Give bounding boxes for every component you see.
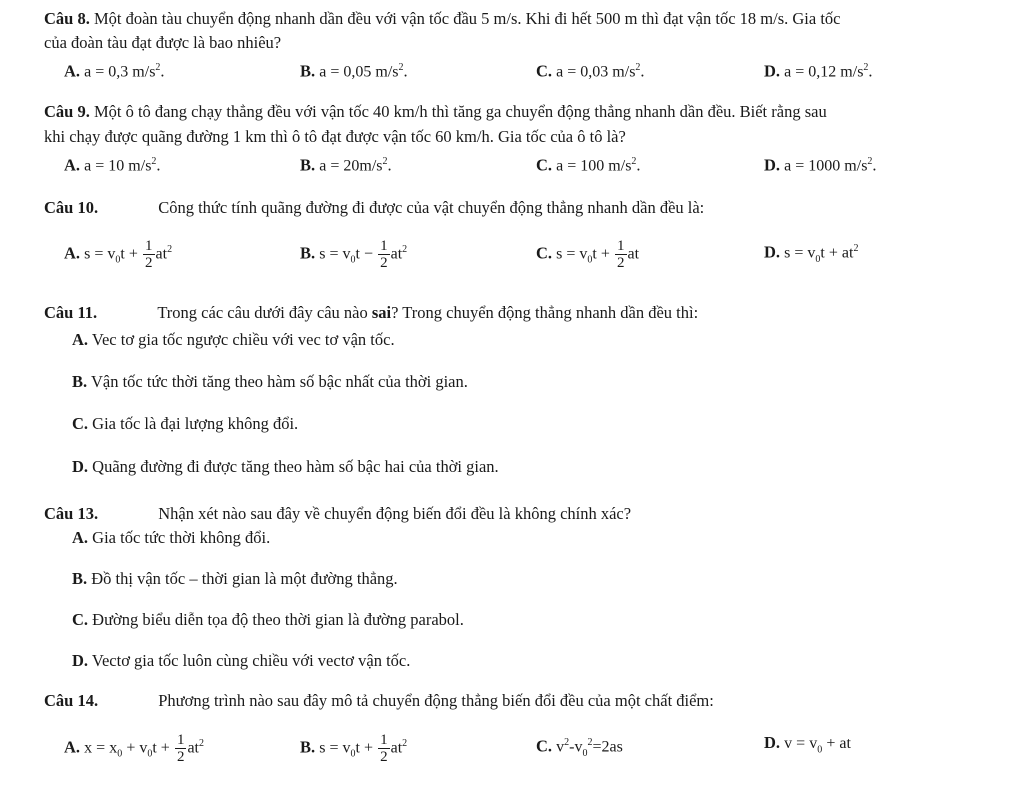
- q13-option-d[interactable]: [72, 650, 410, 672]
- q10-option-b[interactable]: [300, 238, 407, 272]
- q10-option-a[interactable]: [64, 238, 172, 272]
- formula-part: t +: [355, 739, 373, 757]
- q9-option-d[interactable]: [764, 151, 877, 178]
- denominator: 2: [617, 255, 625, 271]
- option-label: A.: [72, 330, 89, 349]
- option-text: a = 20m/s: [319, 157, 383, 175]
- question-9-line-1: [44, 101, 1004, 123]
- option-text: a = 0,12 m/s: [784, 63, 864, 81]
- question-13-line: [44, 503, 1004, 525]
- period: .: [387, 155, 392, 175]
- exponent: 2: [199, 737, 204, 749]
- question-emphasis: sai: [371, 303, 392, 322]
- formula-part: at: [390, 245, 403, 263]
- subscript: 0: [117, 748, 123, 760]
- option-label: A.: [64, 61, 81, 81]
- option-text: Vec tơ gia tốc ngược chiều với vec tơ vận tốc.: [91, 330, 395, 349]
- q9-option-c[interactable]: [536, 151, 641, 178]
- option-text: Gia tốc tức thời không đổi.: [92, 528, 271, 547]
- option-text: Vận tốc tức thời tăng theo hàm số bậc nhất của thời gian.: [90, 372, 468, 391]
- denominator: 2: [380, 255, 388, 271]
- fraction: [378, 238, 390, 271]
- option-label: B.: [300, 243, 316, 263]
- subscript: 0: [147, 748, 153, 760]
- fraction: [175, 732, 187, 765]
- formula-part: + at: [826, 735, 851, 752]
- question-11-line: [44, 302, 1004, 324]
- option-label: B.: [300, 155, 316, 175]
- formula-part: at: [627, 245, 640, 263]
- q14-option-b[interactable]: [300, 732, 407, 766]
- option-label: A.: [64, 243, 81, 263]
- q8-option-a[interactable]: [64, 57, 165, 84]
- formula-part: s = v: [556, 245, 588, 263]
- option-label: C.: [536, 736, 553, 756]
- formula-part: s = v: [319, 739, 351, 757]
- option-label: A.: [64, 737, 81, 757]
- exponent: 2: [155, 62, 161, 73]
- exponent: 2: [631, 156, 637, 167]
- numerator: 1: [176, 732, 185, 748]
- option-label: B.: [72, 372, 88, 391]
- exponent: 2: [382, 156, 388, 167]
- exponent: 2: [635, 62, 641, 73]
- option-label: A.: [72, 528, 89, 547]
- q10-option-c[interactable]: [536, 238, 639, 272]
- formula-part: =2as: [592, 738, 623, 756]
- option-label: C.: [536, 243, 553, 263]
- q11-option-b[interactable]: [72, 371, 468, 393]
- formula-part: s = v: [84, 245, 116, 263]
- option-label: C.: [72, 414, 89, 433]
- formula-part: at: [187, 739, 199, 757]
- denominator: 2: [380, 749, 388, 765]
- fraction: [378, 732, 390, 765]
- formula-part: s = v: [784, 244, 816, 262]
- q11-option-c[interactable]: [72, 413, 298, 435]
- fraction: [615, 238, 627, 271]
- period: .: [403, 61, 408, 81]
- option-label: D.: [72, 651, 89, 670]
- formula-part: t +: [120, 245, 138, 263]
- option-text: Vectơ gia tốc luôn cùng chiều với vectơ vận tốc.: [91, 651, 411, 670]
- question-14-line: [44, 690, 1004, 712]
- exponent: 2: [151, 156, 157, 167]
- option-label: D.: [72, 457, 89, 476]
- option-text: a = 10 m/s: [84, 157, 152, 175]
- q8-option-b[interactable]: [300, 57, 408, 84]
- exponent: 2: [853, 243, 859, 254]
- exponent: 2: [564, 737, 570, 748]
- exponent: 2: [587, 737, 593, 748]
- period: .: [640, 61, 645, 81]
- question-text: Một ô tô đang chạy thẳng đều với vận tốc 40 km/h thì tăng ga chuyển động thẳng nhanh dần đều. Biết rằng sau: [93, 102, 827, 121]
- question-text: khi chạy được quãng đường 1 km thì ô tô đạt được vận tốc 60 km/h. Gia tốc của ô tô là?: [44, 127, 626, 146]
- question-text: ? Trong chuyển động thẳng nhanh dần đều thì:: [391, 303, 699, 322]
- formula-part: at: [390, 739, 403, 757]
- option-text: a = 0,05 m/s: [319, 63, 399, 81]
- q14-option-d[interactable]: [764, 732, 851, 761]
- question-text: Trong các câu dưới đây câu nào: [157, 303, 368, 322]
- subscript: 0: [582, 747, 588, 759]
- subscript: 0: [587, 254, 593, 266]
- question-text: Nhận xét nào sau đây về chuyển động biến đổi đều là không chính xác?: [158, 504, 632, 523]
- question-text: của đoàn tàu đạt được là bao nhiêu?: [44, 33, 282, 52]
- question-number: Câu 9.: [44, 102, 90, 121]
- question-9-line-2: [44, 126, 1004, 148]
- formula-part: t +: [592, 245, 610, 263]
- subscript: 0: [350, 748, 356, 760]
- option-text: a = 1000 m/s: [784, 157, 868, 175]
- period: .: [160, 61, 165, 81]
- formula-part: s = v: [319, 245, 351, 263]
- option-text: a = 0,3 m/s: [84, 63, 156, 81]
- option-text: Đồ thị vận tốc – thời gian là một đường thẳng.: [91, 569, 398, 588]
- question-10-line: [44, 197, 1004, 219]
- option-label: C.: [536, 155, 553, 175]
- denominator: 2: [145, 255, 153, 271]
- formula-part: t +: [152, 739, 170, 757]
- question-text: Phương trình nào sau đây mô tả chuyển động thẳng biến đổi đều của một chất điểm:: [158, 691, 714, 710]
- formula-part: x = x: [84, 739, 118, 757]
- formula-part: + v: [126, 739, 148, 757]
- q14-option-a[interactable]: [64, 732, 204, 766]
- option-text: Đường biểu diễn tọa độ theo thời gian là đường parabol.: [92, 610, 464, 629]
- option-label: B.: [72, 569, 88, 588]
- option-text: a = 0,03 m/s: [556, 63, 636, 81]
- numerator: 1: [145, 238, 153, 254]
- q13-option-c[interactable]: [72, 609, 464, 631]
- option-label: C.: [72, 610, 89, 629]
- option-label: D.: [764, 733, 781, 752]
- q9-option-b[interactable]: [300, 151, 392, 178]
- option-label: B.: [300, 737, 316, 757]
- subscript: 0: [815, 253, 821, 265]
- exponent: 2: [167, 243, 173, 255]
- q13-option-a[interactable]: [72, 527, 270, 549]
- formula-part: at: [155, 245, 168, 263]
- q8-option-c[interactable]: [536, 57, 645, 84]
- option-label: A.: [64, 155, 81, 175]
- q8-option-d[interactable]: [764, 57, 873, 84]
- exponent: 2: [402, 737, 408, 749]
- option-label: B.: [300, 61, 316, 81]
- subscript: 0: [350, 254, 356, 266]
- denominator: 2: [176, 749, 185, 765]
- option-text: Gia tốc là đại lượng không đổi.: [92, 414, 299, 433]
- exponent: 2: [867, 156, 873, 167]
- option-text: Quãng đường đi được tăng theo hàm số bậc hai của thời gian.: [92, 457, 499, 476]
- numerator: 1: [380, 238, 388, 254]
- exponent: 2: [402, 243, 408, 255]
- formula-part: t + at: [820, 244, 854, 262]
- subscript: 0: [115, 254, 121, 266]
- option-label: D.: [764, 155, 781, 175]
- q11-option-a[interactable]: [72, 329, 395, 351]
- exponent: 2: [863, 62, 869, 73]
- q10-option-d[interactable]: [764, 238, 858, 271]
- question-8-line-1: [44, 8, 1004, 30]
- option-label: C.: [536, 61, 553, 81]
- question-text: Công thức tính quãng đường đi được của vật chuyển động thẳng nhanh dần đều là:: [158, 198, 705, 217]
- formula-part: -v: [569, 738, 583, 756]
- formula-part: v = v: [784, 735, 818, 752]
- question-number: Câu 8.: [44, 9, 90, 28]
- question-number: Câu 13.: [44, 504, 99, 523]
- period: .: [872, 155, 877, 175]
- question-number: Câu 11.: [44, 303, 98, 322]
- q9-option-a[interactable]: [64, 151, 161, 178]
- question-text: Một đoàn tàu chuyển động nhanh dần đều với vận tốc đầu 5 m/s. Khi đi hết 500 m thì đạt vận tốc 18 m/s. Gia tốc: [93, 9, 841, 28]
- q13-option-b[interactable]: [72, 568, 398, 590]
- q11-option-d[interactable]: [72, 456, 499, 478]
- exponent: 2: [398, 62, 404, 73]
- fraction: [143, 238, 155, 271]
- numerator: 1: [380, 732, 388, 748]
- question-8-line-2: [44, 32, 1004, 54]
- period: .: [636, 155, 641, 175]
- option-label: D.: [764, 242, 781, 262]
- question-number: Câu 10.: [44, 198, 99, 217]
- option-text: a = 100 m/s: [556, 157, 632, 175]
- period: .: [868, 61, 873, 81]
- formula-part: t −: [355, 245, 373, 263]
- period: .: [156, 155, 161, 175]
- subscript: 0: [817, 744, 823, 756]
- q14-option-c[interactable]: [536, 732, 623, 765]
- question-number: Câu 14.: [44, 691, 99, 710]
- option-label: D.: [764, 61, 781, 81]
- numerator: 1: [617, 238, 625, 254]
- formula-part: v: [556, 738, 565, 756]
